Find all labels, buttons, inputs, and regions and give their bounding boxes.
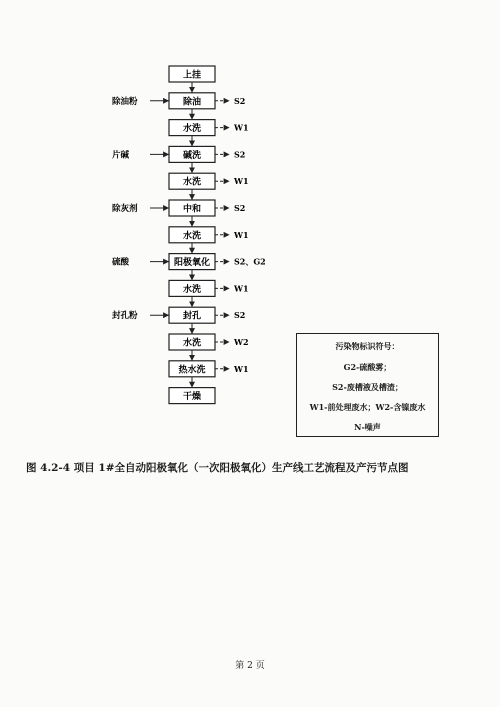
output-label: S2 <box>234 203 246 213</box>
step-label: 水洗 <box>182 177 202 188</box>
input-label: 硫酸 <box>112 257 130 268</box>
output-label: S2 <box>234 149 246 160</box>
step-label: 水洗 <box>182 231 202 242</box>
step-label: 热水洗 <box>178 365 206 376</box>
step-label: 碱洗 <box>182 150 202 161</box>
output-label: W1 <box>234 176 249 187</box>
step-label: 中和 <box>182 204 202 215</box>
legend-s2: S2-废槽液及槽渣； <box>332 382 403 392</box>
step-label: 除油 <box>182 97 202 108</box>
legend-g2: G2-硫酸雾； <box>343 362 392 372</box>
legend-w: W1-前处理废水；W2-含镍废水 <box>309 402 426 412</box>
output-label: W1 <box>234 122 249 133</box>
output-label: S2、G2 <box>234 256 266 267</box>
legend-title: 污染物标识符号： <box>335 341 400 351</box>
pollutant-legend <box>296 333 439 437</box>
step-label: 干燥 <box>182 392 202 403</box>
step-label: 水洗 <box>182 338 202 349</box>
input-label: 除油粉 <box>112 96 138 107</box>
output-label: S2 <box>234 95 246 106</box>
input-label: 片碱 <box>112 150 130 161</box>
output-label: W1 <box>234 283 249 294</box>
legend-n: N-噪声 <box>354 422 381 432</box>
page-footer: 第 2 页 <box>235 661 265 671</box>
step-label: 水洗 <box>182 284 202 295</box>
step-label: 水洗 <box>182 124 202 135</box>
input-label: 除灰剂 <box>112 204 138 214</box>
step-label: 上挂 <box>182 70 202 81</box>
output-label: S2 <box>234 310 246 321</box>
output-label: W1 <box>234 229 249 240</box>
figure-caption: 图 4.2-4 项目 1#全自动阳极氧化（一次阳极氧化）生产线工艺流程及产污节点图 <box>26 462 409 474</box>
step-label: 封孔 <box>182 311 202 322</box>
step-label: 阳极氧化 <box>173 258 211 269</box>
input-label: 封孔粉 <box>112 311 138 322</box>
output-label: W2 <box>234 337 249 347</box>
output-label: W1 <box>234 363 249 374</box>
